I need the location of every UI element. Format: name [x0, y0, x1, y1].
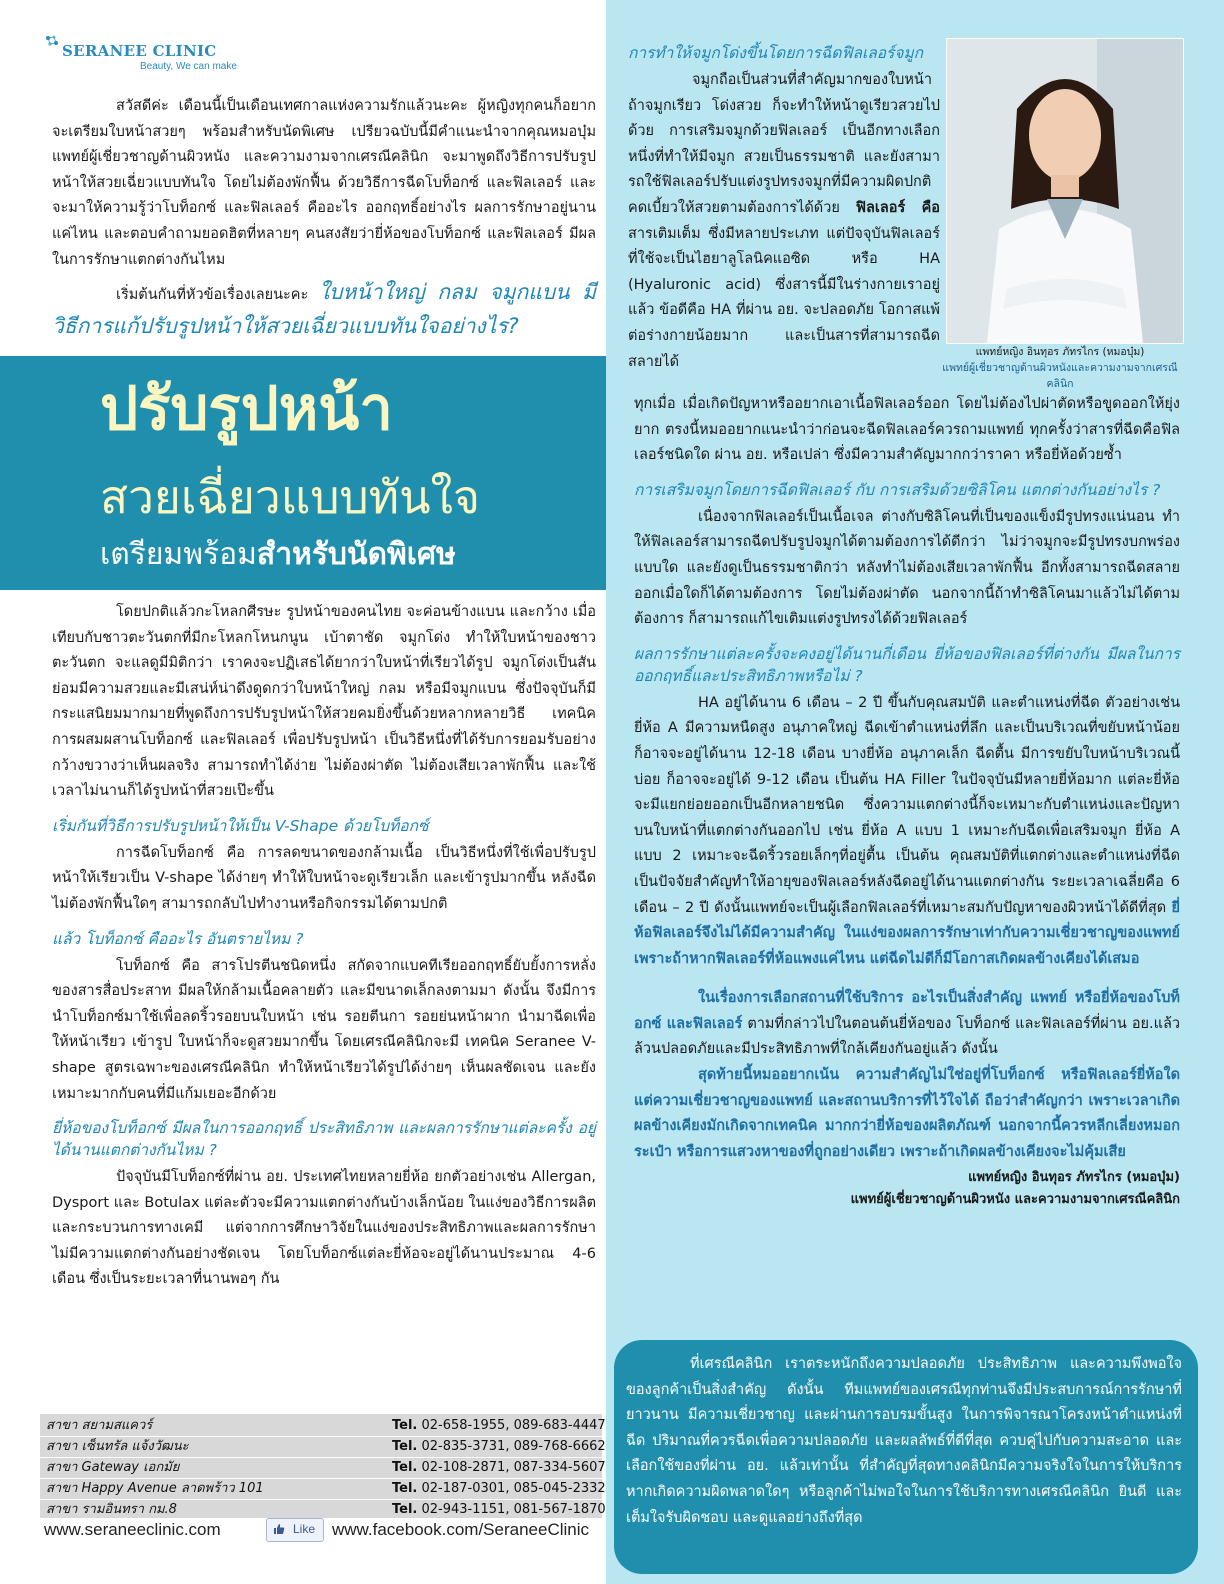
banner-title-line3: [100, 532, 456, 578]
intro-question-paragraph: [52, 275, 596, 343]
branch-tel[interactable]: Tel. 02-187-0301, 085-045-2332: [392, 1481, 606, 1496]
branch-name: สาขา เซ็นทรัล แจ้งวัฒนะ: [46, 1439, 189, 1454]
paragraph-nose-filler: [628, 68, 940, 375]
right-article-body: [634, 392, 1180, 1211]
branch-row: [40, 1500, 606, 1519]
paragraph-choosing-clinic: [634, 986, 1180, 1063]
photo-caption-name: แพทย์หญิง อินทุอร ภัทรไกร (หมอบุ๋ม): [975, 346, 1145, 358]
choosing-clinic-emphasis: ในเรื่องการเลือกสถานที่ใช้บริการ อะไรเป็นสิ่งสำคัญ แพทย์ หรือยี่ห้อของโบท็อกซ์ และฟิลเลอร์: [634, 990, 1180, 1032]
intro-question: ใบหน้าใหญ่ กลม จมูกแบน มีวิธีการแก้ปรับรูปหน้าให้สวยเฉี่ยวแบบทันใจอย่างไร?: [52, 280, 596, 339]
paragraph-what-is-botox: โบท็อกซ์ คือ สารโปรตีนชนิดหนึ่ง สกัดจากแบคทีเรียออกฤทธิ์ยับยั้งการหลั่งของสารสื่อประสาท มีผลให้กล้ามเนื้อคลายตัว และมีขนาดเล็กลงตามมา ดังนั้น จึงมีการนำโบท็อกซ์มาใช้เพื่อลดริ้วรอยบนใบหน้า เช่น รอยตีนกา รอยย่นหน้าผาก นำมาฉีดเพื่อให้หน้าเรียว เข้ารูป ใบหน้าก็จะดูสวยมากขึ้น โดยเศรณีคลินิกจะมี เทคนิค Seranee V-shape สูตรเฉพาะของเศรณีคลินิก ทำให้หน้าเรียวได้รูปได้ง่ายๆ เห็นผลชัดเจน และยังเหมาะมากกับคนที่มีแก้มเยอะอีกด้วย: [52, 957, 596, 1102]
heading-what-is-botox: แล้ว โบท็อกซ์ คืออะไร อันตรายไหม ?: [52, 929, 304, 948]
branch-contact-list: [40, 1414, 606, 1518]
paragraph-nose-continued: ทุกเมื่อ เมื่อเกิดปัญหาหรืออยากเอาเนื้อฟิลเลอร์ออก โดยไม่ต้องไปผ่าตัดหรือขูดออกให้ยุ่งยาก ตรงนี้หมออยากแนะนำว่าก่อนจะฉีดฟิลเลอร์ควรถามแพทย์ ทุกครั้งว่าสารที่ฉีดคือฟิลเลอร์ชนิดใด ผ่าน อย. หรือเปล่า ซึ่งมีความสำคัญมากกว่าราคา หรือยี่ห้อด้วยซ้ำ: [634, 396, 1180, 464]
clinic-promise-text: ที่เศรณีคลินิก เราตระหนักถึงความปลอดภัย ประสิทธิภาพ และความพึงพอใจของลูกค้าเป็นสิ่งสำคัญ ดังนั้น ทีมแพทย์ของเศรณีทุกท่านจึงมีประสบการณ์การรักษาที่ยาวนาน มีความเชี่ยวชาญ และผ่านการอบรมขั้นสูง ในการพิจารณาโครงหน้าตำแหน่งที่ฉีด ปริมาณที่ควรฉีดเพื่อความปลอดภัย และผลลัพธ์ที่ดีที่สุด ควบคู่ไปกับความสะอาด และเลือกใช้ของที่ผ่าน อย. แล้วเท่านั้น ที่สำคัญที่สุดทางคลินิกมีความจริงใจในการให้บริการ หากเกิดความผิดพลาดใดๆ หรือลูกค้าไม่พอใจในการใช้บริการทางเศรณีคลินิก ยินดี และเต็มใจรับผิดชอบ และดูแลอย่างถึงที่สุด: [626, 1356, 1182, 1526]
banner-title-line1: ปรับรูปหน้า: [100, 374, 393, 444]
branch-row: [40, 1458, 606, 1477]
banner-subtitle-a: เตรียมพร้อม: [100, 537, 257, 572]
intro-section: [52, 94, 596, 343]
thumbs-up-icon: [273, 1523, 285, 1535]
left-article-body: [52, 600, 596, 1293]
heading-vshape: เริ่มกันที่วิธีการปรับรูปหน้าให้เป็น V-Shape ด้วยโบท็อกซ์: [52, 816, 429, 835]
branch-name: สาขา รามอินทรา กม.8: [46, 1502, 177, 1517]
photo-caption: [930, 344, 1190, 392]
clinic-promise-box: [614, 1340, 1198, 1574]
doctor-portrait-image: [947, 39, 1183, 343]
heading-filler-vs-silicone: การเสริมจมูกโดยการฉีดฟิลเลอร์ กับ การเสริมด้วยซิลิโคน แตกต่างกันอย่างไร ?: [634, 480, 1161, 499]
paragraph-botox-brands: ปัจจุบันมีโบท็อกซ์ที่ผ่าน อย. ประเทศไทยหลายยี่ห้อ ยกตัวอย่างเช่น Allergan, Dysport และ Botulax แต่ละตัวจะมีความแตกต่างกันบ้างเล็กน้อย ในแง่ของวิธีการผลิตและกระบวนการทางเคมี แต่จากการศึกษาวิจัยในแง่ของประสิทธิภาพและผลการรักษา ไม่มีความแตกต่างกันอย่างชัดเจน โดยโบท็อกซ์แต่ละยี่ห้อจะอยู่ได้นานประมาณ 4-6 เดือน ซึ่งเป็นระยะเวลาที่นานพอๆ กัน: [52, 1169, 596, 1288]
facebook-link[interactable]: www.facebook.com/SeraneeClinic: [332, 1520, 590, 1539]
logo-mark-icon: [44, 34, 60, 50]
nose-text-b: สารเติมเต็ม ซึ่งมีหลายประเภท แต่ปัจจุบันฟิลเลอร์ที่ใช้จะเป็นไฮยาลูโลนิคแอซิด หรือ HA (Hyaluronic acid) ซึ่งสารนี้มีในร่างกายเราอยู่แล้ว ข้อดีคือ HA ที่ผ่าน อย. จะปลอดภัย โอกาสแพ้ต่อร่างกายน้อยมาก และเป็นสารที่สามารถฉีดสลายได้: [628, 225, 940, 370]
logo-tagline: Beauty, We can make: [140, 61, 237, 72]
branch-name: สาขา สยามสแควร์: [46, 1418, 153, 1433]
doctor-signature: [634, 1167, 1180, 1211]
website-link[interactable]: www.seraneeclinic.com: [44, 1520, 221, 1539]
heading-botox-brands: ยี่ห้อของโบท็อกซ์ มีผลในการออกฤทธิ์ ประสิทธิภาพ และผลการรักษาแต่ละครั้ง อยู่ได้นานแตกต่างกันไหม ?: [52, 1119, 596, 1160]
branch-tel[interactable]: Tel. 02-943-1151, 081-567-1870: [392, 1502, 606, 1517]
paragraph-filler-duration: [634, 691, 1180, 973]
heading-filler-duration: ผลการรักษาแต่ละครั้งจะคงอยู่ได้นานกี่เดือน ยี่ห้อของฟิลเลอร์ที่ต่างกัน มีผลในการออกฤทธิ์และประสิทธิภาพหรือไม่ ?: [634, 644, 1180, 685]
nose-text-a: จมูกถือเป็นส่วนที่สำคัญมากของใบหน้า ถ้าจมูกเรียว โด่งสวย ก็จะทำให้หน้าดูเรียวสวยไปด้วย การเสริมจมูกด้วยฟิลเลอร์ เป็นอีกทางเลือกหนึ่งที่ทำให้มีจมูก สวยเป็นธรรมชาติ และยังสามารถใช้ฟิลเลอร์ปรับแต่งรูปทรงจมูกที่มีความผิดปกติ คดเบี้ยวให้สวยตามต้องการได้ด้วย: [628, 72, 940, 216]
branch-row: [40, 1416, 606, 1435]
signature-title: แพทย์ผู้เชี่ยวชาญด้านผิวหนัง และความงามจากเศรณีคลินิก: [850, 1192, 1180, 1208]
intro-question-lead: เริ่มต้นกันที่หัวข้อเรื่องเลยนะคะ: [116, 287, 309, 304]
paragraph-general: โดยปกติแล้วกะโหลกศีรษะ รูปหน้าของคนไทย จะค่อนข้างแบน และกว้าง เมื่อเทียบกับชาวตะวันตกที่มีกะโหลกโหนกนูน เบ้าตาชัด จมูกโด่ง ทำให้ใบหน้าของชาวตะวันตก จะแลดูมีมิติกว่า เราคงจะปฏิเสธได้ยากว่าใบหน้าที่เรียวได้รูป จมูกโด่งเป็นสัน ย่อมมีความสวยและมีเสน่ห์น่าดึงดูดกว่าใบหน้าใหญ่ กลม หรือมีจมูกแบน ซึ่งปัจจุบันก็มีกระแสนิยมมากมายที่พูดถึงการปรับรูปหน้าให้สวยคมยิ่งขึ้นด้วยหลากหลายวิธี เทคนิคการผสมผสานโบท็อกซ์ และฟิลเลอร์ เพื่อปรับรูปหน้า เป็นวิธีหนึ่งที่ได้รับการยอมรับอย่างกว้างขวางว่าเห็นผลจริง สามารถทำได้ง่าย ไม่ต้องผ่าตัด ไม่ต้องเสียเวลาพักฟื้น และใช้เวลาไม่นานก็ได้รูปหน้าที่สวยเป๊ะขึ้น: [52, 604, 596, 800]
banner-subtitle-b: สำหรับนัดพิเศษ: [256, 537, 456, 572]
paragraph-filler-vs-silicone: เนื่องจากฟิลเลอร์เป็นเนื้อเจล ต่างกับซิลิโคนที่เป็นของแข็งมีรูปทรงแน่นอน ทำให้ฟิลเลอร์สามารถฉีดปรับรูปจมูกได้ตามต้องการได้ดีกว่า ไม่ว่าจมูกจะมีรูปทรงบกพร่องแบบใด และยังดูเป็นธรรมชาติกว่า หลังทำไม่ต้องเสียเวลาพักฟื้น อีกทั้งสามารถฉีดสลายออกเมื่อใดก็ได้ตามต้องการ โดยไม่ต้องผ่าตัด นอกจากนี้ถ้าทำซิลิโคนมาแล้วไม่ได้ตามต้องการ ก็สามารถแก้ไขเติมแต่งรูปทรงได้ด้วยฟิลเลอร์: [634, 508, 1180, 628]
intro-paragraph: สวัสดีค่ะ เดือนนี้เป็นเดือนเทศกาลแห่งความรักแล้วนะคะ ผู้หญิงทุกคนก็อยากจะเตรียมใบหน้าสวยๆ พร้อมสำหรับนัดพิเศษ เปรียวฉบับนี้มีคำแนะนำจากคุณหมอบุ๋ม แพทย์ผู้เชี่ยวชาญด้านผิวหนัง และความงามจากเศรณีคลินิก จะมาพูดถึงวิธีการปรับรูปหน้าให้สวยเฉี่ยวแบบทันใจ โดยไม่ต้องพักฟื้น ด้วยวิธีการฉีดโบท็อกซ์ และฟิลเลอร์ และจะมาให้ความรู้ว่าโบท็อกซ์ และฟิลเลอร์ คืออะไร ออกฤทธิ์อย่างไร ผลการรักษาอยู่นานแค่ไหน และตอบคำถามยอดฮิตที่หลายๆ คนสงสัยว่ายี่ห้อของโบท็อกซ์ และฟิลเลอร์ มีผลในการรักษาแตกต่างกันไหม: [52, 98, 596, 268]
choosing-clinic-text: ตามที่กล่าวไปในตอนต้นยี่ห้อของ โบท็อกซ์ และฟิลเลอร์ที่ผ่าน อย.แล้ว ล้วนปลอดภัยและมีประสิทธิภาพที่ใกล้เคียงกันอยู่แล้ว ดังนั้น: [634, 1015, 1181, 1058]
logo-name: SERANEE CLINIC: [62, 42, 217, 60]
paragraph-final-advice: สุดท้ายนี้หมออยากเน้น ความสำคัญไม่ใช่อยู่ที่โบท็อกซ์ หรือฟิลเลอร์ยี่ห้อใด แต่ความเชี่ยวชาญของแพทย์ และสถานบริการที่ไว้ใจได้ ถือว่าสำคัญกว่า เพราะเวลาเกิดผลข้างเคียงมักเกิดจากเทคนิค มากกว่ายี่ห้อของผลิตภัณฑ์ นอกจากนี้ควรหลีกเลี่ยงหมอกระเป๋า หรือการแสวงหาของที่ถูกอย่างเดียว เพราะถ้าเกิดผลข้างเคียงจะไม่คุ้มเสีย: [634, 1067, 1180, 1160]
branch-name: สาขา Gateway เอกมัย: [46, 1460, 180, 1475]
duration-text: HA อยู่ได้นาน 6 เดือน – 2 ปี ขึ้นกับคุณสมบัติ และตำแหน่งที่ฉีด ตัวอย่างเช่น ยี่ห้อ A มีความหนืดสูง อนุภาคใหญ่ ฉีดเข้าตำแหน่งที่ลึก และเป็นบริเวณที่ขยับหน้าน้อย ก็อาจจะอยู่ได้นาน 12-18 เดือน บางยี่ห้อ อนุภาคเล็ก ฉีดตื้น มีการขยับใบหน้าบริเวณนี้บ่อย ก็อาจจะอยู่ได้ 9-12 เดือน เป็นต้น HA Filler ในปัจจุบันมีหลายยี่ห้อมาก แต่ละยี่ห้อจะมีแยกย่อยออกเป็นอีกหลายชนิด ซึ่งความแตกต่างนี้ก็จะเหมาะกับตำแหน่งและปัญหาบนใบหน้าที่แตกต่างกันออกไป เช่น ยี่ห้อ A แบบ 1 เหมาะกับฉีดเพื่อเสริมจมูก ยี่ห้อ A แบบ 2 เหมาะจะฉีดริ้วรอยเล็กๆที่อยู่ตื้น เป็นต้น คุณสมบัติที่แตกต่างและตำแหน่งที่ฉีด เป็นปัจจัยสำคัญทำให้อายุของฟิลเลอร์หลังฉีดอยู่ได้นานแตกต่างกัน ระยะเวลาเฉลี่ยคือ 6 เดือน – 2 ปี ดังนั้นแพทย์จะเป็นผู้เลือกฟิลเลอร์ที่เหมาะสมกับปัญหาของผิวหน้าได้ดีที่สุด: [634, 694, 1180, 916]
nose-section: [628, 42, 940, 375]
duration-emphasis: ยี่ห้อฟิลเลอร์จึงไม่ได้มีความสำคัญ ในแง่ของผลการรักษาเท่ากับความเชี่ยวชาญของแพทย์ เพราะถ้าหากฟิลเลอร์ที่ห้อแพงแค่ไหน แต่ฉีดไม่ดีก็มีโอกาสเกิดผลข้างเคียงได้เสมอ: [634, 899, 1180, 967]
branch-row: [40, 1479, 606, 1498]
clinic-logo: [44, 30, 244, 78]
paragraph-vshape: การฉีดโบท็อกซ์ คือ การลดขนาดของกล้ามเนื้อ เป็นวิธีหนึ่งที่ใช้เพื่อปรับรูปหน้าให้เรียวเป็น V-shape ได้ง่ายๆ ทำให้ใบหน้าจะดูเรียวเล็ก และเข้ารูปมากขึ้น หลังฉีดไม่ต้องพักฟื้นใดๆ สามารถกลับไปทำงานหรือกิจกรรมได้ตามปกติ: [52, 844, 596, 912]
photo-caption-title: แพทย์ผู้เชี่ยวชาญด้านผิวหนังและความงามจากเศรณีคลินิก: [942, 362, 1178, 390]
branch-row: [40, 1437, 606, 1456]
nose-filler-definition: ฟิลเลอร์ คือ: [855, 199, 940, 216]
branch-tel[interactable]: Tel. 02-835-3731, 089-768-6662: [392, 1439, 606, 1454]
like-label: Like: [293, 1522, 316, 1536]
doctor-photo: [946, 38, 1184, 344]
banner-title-line2: สวยเฉี่ยวแบบทันใจ: [100, 470, 480, 524]
title-banner: [0, 356, 606, 590]
branch-name: สาขา Happy Avenue ลาดพร้าว 101: [46, 1481, 264, 1496]
branch-tel[interactable]: Tel. 02-108-2871, 087-334-5607: [392, 1460, 606, 1475]
facebook-like-button[interactable]: [266, 1518, 324, 1542]
heading-nose-filler: การทำให้จมูกโด่งขึ้นโดยการฉีดฟิลเลอร์จมูก: [628, 44, 924, 62]
signature-name: แพทย์หญิง อินทุอร ภัทรไกร (หมอบุ๋ม): [968, 1170, 1180, 1186]
branch-tel[interactable]: Tel. 02-658-1955, 089-683-4447: [392, 1418, 606, 1433]
